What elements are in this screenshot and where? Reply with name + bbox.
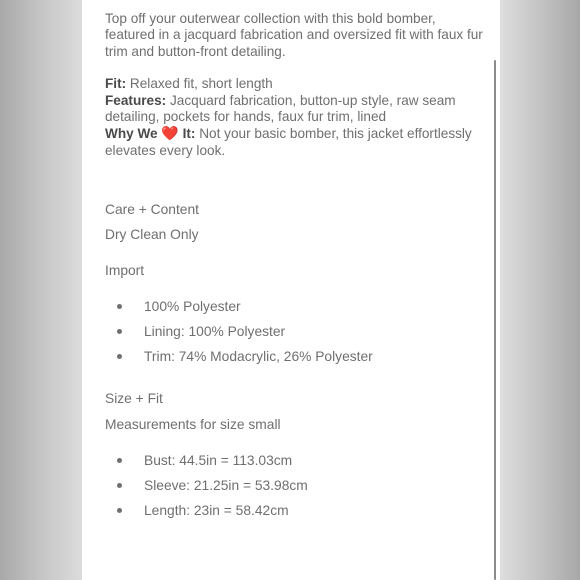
- bullet-icon: [117, 508, 122, 513]
- care-heading: Care + Content: [105, 202, 199, 217]
- background-left: [0, 0, 82, 580]
- measurement-text: Sleeve: 21.25in = 53.98cm: [144, 478, 308, 493]
- features-line: [105, 93, 485, 126]
- intro-text: Top off your outerwear collection with this bold bomber, featured in a jacquard fabrication and oversized fit with faux fur trim and button-front detailing.: [105, 11, 483, 59]
- why-text: Not your basic bomber, this jacket effortlessly elevates every look.: [105, 126, 472, 158]
- background-right: [500, 0, 580, 580]
- features-block: [105, 76, 485, 159]
- why-label: [105, 126, 195, 141]
- why-label-pre: Why We: [105, 126, 162, 142]
- scrollbar[interactable]: [494, 60, 496, 580]
- description-block: [105, 11, 485, 159]
- fit-line: [105, 76, 485, 92]
- fit-text: Relaxed fit, short length: [126, 76, 273, 92]
- bullet-icon: [117, 329, 122, 334]
- features-label: Features:: [105, 92, 167, 108]
- size-subheading: Measurements for size small: [105, 417, 281, 432]
- features-text: Jacquard fabrication, button-up style, raw seam detailing, pockets for hands, faux fur trim, lined: [105, 92, 456, 125]
- material-text: Lining: 100% Polyester: [144, 324, 286, 339]
- why-label-post: It:: [178, 126, 196, 142]
- bullet-icon: [117, 304, 122, 309]
- fit-label: Fit:: [105, 76, 127, 92]
- material-text: Trim: 74% Modacrylic, 26% Polyester: [144, 349, 373, 364]
- material-text: 100% Polyester: [144, 299, 241, 314]
- size-heading: Size + Fit: [105, 391, 163, 406]
- bullet-icon: [117, 458, 122, 463]
- bullet-icon: [117, 354, 122, 359]
- care-origin: Import: [105, 263, 145, 278]
- product-description-page[interactable]: [82, 0, 500, 580]
- measurement-text: Length: 23in = 58.42cm: [144, 503, 289, 518]
- bullet-icon: [117, 483, 122, 488]
- care-clean: Dry Clean Only: [105, 227, 199, 242]
- heart-icon: ❤️: [161, 125, 179, 142]
- measurement-text: Bust: 44.5in = 113.03cm: [144, 453, 293, 468]
- why-line: [105, 125, 485, 159]
